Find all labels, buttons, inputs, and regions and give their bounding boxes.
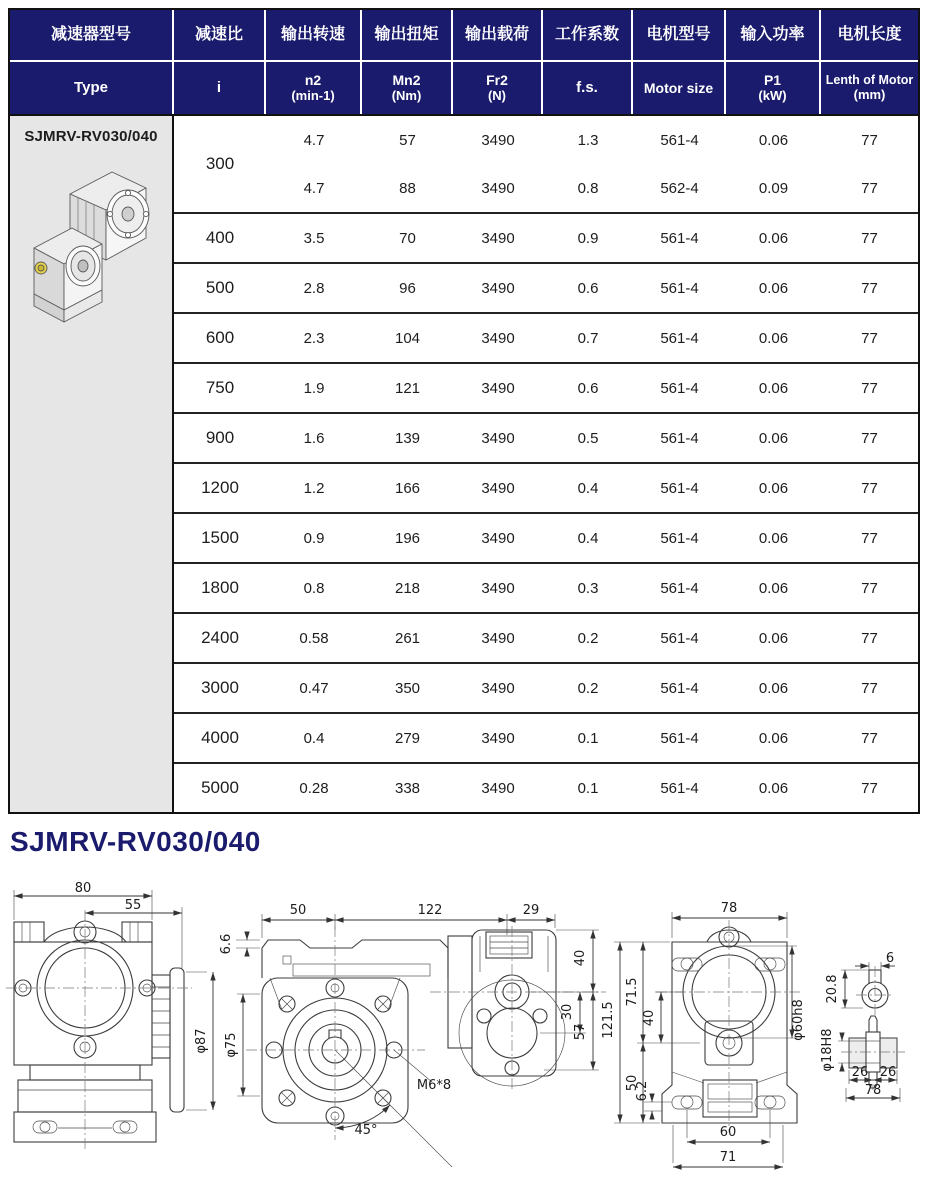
spec-cell: 0.58: [299, 629, 329, 647]
spec-row-group: [174, 764, 918, 812]
header-unit: (N): [487, 87, 507, 103]
dim-label-d60: φ60h8: [791, 999, 806, 1041]
spec-cell: 3490: [481, 579, 515, 597]
ratio-cell: 1200: [201, 478, 239, 497]
spec-cell: 0.1: [577, 729, 599, 747]
spec-cell: 0.09: [758, 179, 789, 197]
dim-label-d87: φ87: [194, 1028, 209, 1054]
spec-cell: 218: [394, 579, 421, 597]
spec-cell: 77: [861, 579, 878, 597]
spec-cell: 1.2: [303, 479, 325, 497]
ratio-cell: 600: [205, 328, 235, 347]
dim-label-715: 71.5: [625, 977, 640, 1007]
dim-label-78b: 78: [864, 1083, 882, 1098]
col-header-ratio-en: [174, 62, 266, 114]
spec-cell: 88: [399, 179, 416, 197]
spec-cell: 0.06: [758, 779, 789, 797]
ratio-cell: 2400: [201, 628, 239, 647]
spec-cell: 96: [399, 279, 416, 297]
spec-cell: 0.47: [299, 679, 329, 697]
spec-cell: 77: [861, 131, 878, 149]
col-header-length-cn: 电机长度: [821, 10, 918, 62]
spec-table-body-rows: [174, 116, 918, 812]
spec-cell: 0.5: [577, 429, 599, 447]
spec-cell: 77: [861, 529, 878, 547]
side-view-drawing: [219, 903, 606, 1167]
spec-cell: 166: [394, 479, 421, 497]
spec-row-group: [174, 714, 918, 764]
ratio-cell: 300: [205, 154, 235, 173]
spec-row-group: [174, 116, 918, 214]
ratio-cell: 5000: [201, 778, 239, 797]
spec-row-group: [174, 214, 918, 264]
dim-label-1215: 121.5: [601, 1001, 616, 1039]
spec-cell: 196: [394, 529, 421, 547]
section-title: SJMRV-RV030/040: [10, 826, 261, 857]
col-header-power-en: [726, 62, 821, 114]
header-text: Lenth of Motor: [825, 73, 914, 88]
spec-cell: 77: [861, 379, 878, 397]
col-header-torque-en: [362, 62, 453, 114]
spec-cell: 561-4: [660, 229, 699, 247]
spec-row-group: [174, 614, 918, 664]
col-header-type-en: [10, 62, 174, 114]
spec-cell: 561-4: [660, 729, 699, 747]
col-header-load-cn: 输出载荷: [453, 10, 543, 62]
spec-cell: 77: [861, 179, 878, 197]
spec-cell: 57: [399, 131, 416, 149]
header-text: i: [216, 79, 222, 97]
ratio-cell: 3000: [201, 678, 239, 697]
dim-label-80: 80: [74, 881, 92, 896]
spec-cell: 3.5: [303, 229, 325, 247]
ratio-cell: 400: [205, 228, 235, 247]
spec-cell: 77: [861, 779, 878, 797]
dim-label-d75: φ75: [224, 1032, 239, 1058]
header-text: Type: [74, 79, 108, 97]
ratio-cell: 1800: [201, 578, 239, 597]
spec-cell: 0.4: [303, 729, 325, 747]
dim-label-122: 122: [417, 903, 443, 918]
spec-cell: 0.2: [577, 679, 599, 697]
col-header-torque-cn: 输出扭矩: [362, 10, 453, 62]
col-header-power-cn: 输入功率: [726, 10, 821, 62]
spec-cell: 3490: [481, 229, 515, 247]
dim-label-71: 71: [719, 1150, 737, 1165]
ratio-cell: 500: [205, 278, 235, 297]
front-view-drawing: [6, 881, 213, 1152]
dim-label-57: 57: [573, 1023, 588, 1041]
col-header-motor-cn: 电机型号: [633, 10, 726, 62]
dim-label-55: 55: [124, 898, 142, 913]
spec-cell: 3490: [481, 729, 515, 747]
spec-cell: 561-4: [660, 329, 699, 347]
spec-cell: 2.8: [303, 279, 325, 297]
spec-cell: 3490: [481, 629, 515, 647]
header-unit: (mm): [853, 86, 886, 102]
spec-cell: 3490: [481, 779, 515, 797]
spec-cell: 70: [399, 229, 416, 247]
type-column: [10, 116, 174, 812]
header-text: Motor size: [643, 79, 714, 96]
ratio-cell: 750: [205, 378, 235, 397]
spec-cell: 561-4: [660, 629, 699, 647]
spec-cell: 0.7: [577, 329, 599, 347]
ratio-cell: 1500: [201, 528, 239, 547]
dim-label-45: 45°: [354, 1123, 378, 1138]
dim-label-6: 6: [885, 951, 895, 966]
spec-row-group: [174, 664, 918, 714]
table-header-en-row: [10, 62, 918, 114]
spec-cell: 3490: [481, 279, 515, 297]
spec-cell: 1.9: [303, 379, 325, 397]
col-header-fs-cn: 工作系数: [543, 10, 633, 62]
dim-label-208: 20.8: [825, 974, 840, 1004]
spec-row-group: [174, 314, 918, 364]
spec-cell: 0.8: [303, 579, 325, 597]
col-header-ratio-cn: 减速比: [174, 10, 266, 62]
spec-cell: 77: [861, 479, 878, 497]
header-unit: (min-1): [291, 87, 335, 103]
spec-cell: 121: [394, 379, 421, 397]
spec-cell: 338: [394, 779, 421, 797]
spec-cell: 561-4: [660, 429, 699, 447]
spec-table: [8, 8, 920, 814]
dim-label-d18: φ18H8: [820, 1028, 835, 1072]
spec-cell: 561-4: [660, 379, 699, 397]
spec-cell: 0.06: [758, 329, 789, 347]
spec-cell: 0.06: [758, 429, 789, 447]
col-header-speed-en: [266, 62, 362, 114]
spec-cell: 4.7: [303, 131, 325, 149]
col-header-speed-cn: 输出转速: [266, 10, 362, 62]
spec-cell: 0.06: [758, 229, 789, 247]
spec-cell: 1.6: [303, 429, 325, 447]
dim-label-40b: 40: [642, 1009, 657, 1027]
spec-cell: 4.7: [303, 179, 325, 197]
col-header-type-cn: 减速器型号: [10, 10, 174, 62]
spec-cell: 261: [394, 629, 421, 647]
spec-cell: 2.3: [303, 329, 325, 347]
dim-label-26b: 26: [879, 1065, 897, 1080]
spec-cell: 3490: [481, 679, 515, 697]
spec-cell: 0.8: [577, 179, 599, 197]
dim-label-40: 40: [573, 949, 588, 967]
spec-cell: 350: [394, 679, 421, 697]
spec-cell: 0.06: [758, 379, 789, 397]
spec-cell: 3490: [481, 179, 515, 197]
header-text: P1: [763, 72, 782, 89]
table-header-cn-row: [10, 10, 918, 62]
spec-cell: 561-4: [660, 679, 699, 697]
header-text: f.s.: [576, 79, 598, 97]
spec-cell: 3490: [481, 329, 515, 347]
spec-cell: 139: [394, 429, 421, 447]
dim-label-60: 60: [719, 1125, 737, 1140]
spec-cell: 77: [861, 429, 878, 447]
spec-row-group: [174, 264, 918, 314]
spec-cell: 0.6: [577, 379, 599, 397]
spec-cell: 561-4: [660, 279, 699, 297]
spec-cell: 3490: [481, 529, 515, 547]
spec-cell: 3490: [481, 131, 515, 149]
spec-cell: 3490: [481, 379, 515, 397]
ratio-cell: 4000: [201, 728, 239, 747]
spec-cell: 77: [861, 279, 878, 297]
spec-cell: 77: [861, 329, 878, 347]
spec-cell: 0.06: [758, 529, 789, 547]
table-body: [10, 114, 918, 812]
header-text: Fr2: [486, 72, 508, 89]
col-header-fs-en: [543, 62, 633, 114]
spec-row-group: [174, 564, 918, 614]
spec-cell: 3490: [481, 479, 515, 497]
spec-row-group: [174, 364, 918, 414]
spec-cell: 0.4: [577, 479, 599, 497]
spec-row-group: [174, 464, 918, 514]
spec-cell: 0.06: [758, 729, 789, 747]
shaft-detail-drawing: [820, 951, 905, 1102]
spec-cell: 561-4: [660, 131, 699, 149]
reducer-type-label: SJMRV-RV030/040: [24, 128, 158, 145]
dim-label-29: 29: [522, 903, 540, 918]
spec-cell: 561-4: [660, 579, 699, 597]
dim-label-62: 6.2: [635, 1080, 650, 1102]
dim-label-50: 50: [289, 903, 307, 918]
spec-cell: 0.28: [299, 779, 329, 797]
col-header-motor-en: [633, 62, 726, 114]
header-unit: (kW): [758, 87, 787, 103]
spec-cell: 561-4: [660, 779, 699, 797]
header-text: n2: [304, 72, 322, 89]
header-text: Mn2: [392, 72, 421, 89]
dim-label-50b: 50: [625, 1074, 640, 1092]
back-view-drawing: [601, 901, 806, 1167]
dim-label-66: 6.6: [219, 933, 234, 955]
dim-label-78t: 78: [720, 901, 738, 916]
col-header-length-en: [821, 62, 918, 114]
spec-cell: 0.2: [577, 629, 599, 647]
spec-cell: 561-4: [660, 529, 699, 547]
product-photo: [12, 152, 170, 352]
dim-label-m6: M6*8: [416, 1078, 452, 1093]
spec-cell: 0.06: [758, 579, 789, 597]
spec-cell: 0.9: [303, 529, 325, 547]
spec-cell: 0.6: [577, 279, 599, 297]
spec-cell: 0.1: [577, 779, 599, 797]
spec-cell: 77: [861, 229, 878, 247]
spec-cell: 0.06: [758, 279, 789, 297]
spec-cell: 0.06: [758, 629, 789, 647]
spec-cell: 0.9: [577, 229, 599, 247]
spec-cell: 279: [394, 729, 421, 747]
spec-cell: 1.3: [577, 131, 599, 149]
spec-cell: 77: [861, 629, 878, 647]
spec-cell: 562-4: [660, 179, 699, 197]
spec-cell: 0.06: [758, 679, 789, 697]
dimension-drawings: [0, 880, 930, 1195]
spec-cell: 0.3: [577, 579, 599, 597]
spec-cell: 3490: [481, 429, 515, 447]
spec-cell: 0.4: [577, 529, 599, 547]
col-header-load-en: [453, 62, 543, 114]
spec-cell: 77: [861, 729, 878, 747]
ratio-cell: 900: [205, 428, 235, 447]
dim-label-26a: 26: [851, 1065, 869, 1080]
spec-cell: 0.06: [758, 479, 789, 497]
spec-cell: 0.06: [758, 131, 789, 149]
spec-row-group: [174, 414, 918, 464]
header-unit: (Nm): [391, 87, 422, 103]
spec-cell: 104: [394, 329, 421, 347]
dim-label-30: 30: [560, 1003, 575, 1021]
spec-cell: 561-4: [660, 479, 699, 497]
spec-cell: 77: [861, 679, 878, 697]
spec-row-group: [174, 514, 918, 564]
